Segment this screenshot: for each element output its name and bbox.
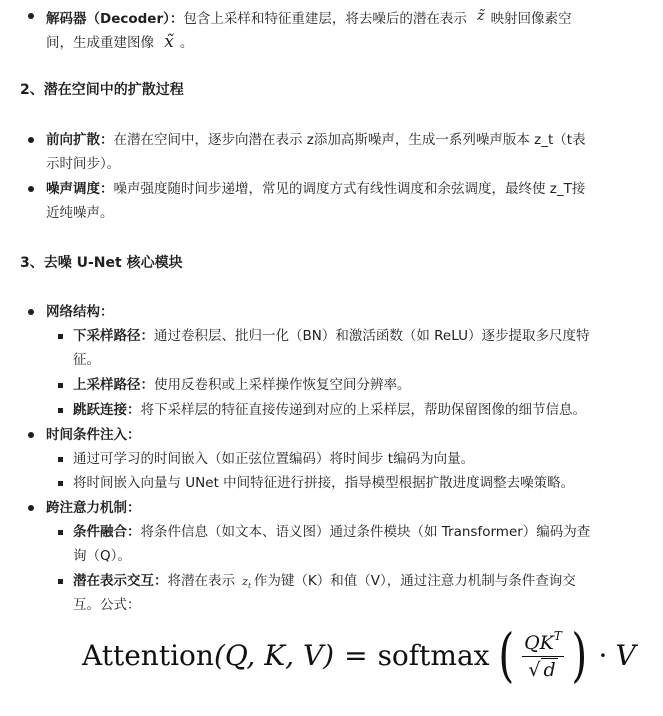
network-structure-label-text: 网络结构：: [46, 304, 114, 320]
section-3-heading: 3、去噪 U-Net 核心模块: [20, 255, 183, 271]
formula-left-paren: (: [498, 621, 515, 689]
bullet: [28, 137, 34, 143]
forward-diffusion-label: 前向扩散：: [46, 132, 114, 148]
formula-numerator-sup: T: [553, 629, 562, 643]
bullet: [28, 186, 34, 192]
decoder-text-a: 包含上采样和特征重建层，将去噪后的潜在表示: [183, 11, 467, 27]
formula-dot: ·: [598, 638, 608, 672]
decoder-line2: 间，生成重建图像: [46, 35, 154, 51]
decoder-symbol-x-tilde: x̃: [164, 32, 174, 52]
latent-interaction-text-b: 作为键（K）和值（V），通过注意力机制与条件查询交: [253, 573, 576, 589]
time-condition-label-text: 时间条件注入：: [46, 427, 141, 443]
formula-lhs: Attention: [82, 638, 214, 672]
upsample-line: [73, 374, 411, 396]
sub-bullet: [58, 408, 63, 413]
downsample-label: 下采样路径：: [73, 328, 154, 344]
network-structure-label: [46, 301, 114, 323]
downsample-line-1: [73, 325, 589, 347]
time-embedding-line: 通过可学习的时间嵌入（如正弦位置编码）将时间步 t编码为向量。: [73, 451, 475, 467]
upsample-text: 使用反卷积或上采样操作恢复空间分辨率。: [154, 377, 411, 393]
latent-interaction-line-1: [73, 570, 576, 592]
latent-interaction-line-2: 互。公式：: [73, 597, 141, 613]
sub-bullet: [58, 383, 63, 388]
latent-symbol-sub: t: [248, 582, 251, 591]
formula-numerator: [522, 629, 564, 657]
attention-formula: [82, 622, 636, 688]
formula-softmax: softmax: [377, 638, 490, 672]
forward-diffusion-line-1: [46, 129, 586, 151]
formula-fraction: [522, 629, 564, 681]
forward-diffusion-text: 在潜在空间中，逐步向潜在表示 z添加高斯噪声，生成一系列噪声版本 z_t（t表: [113, 132, 586, 148]
noise-schedule-label: 噪声调度：: [46, 181, 114, 197]
noise-schedule-text: 噪声强度随时间步递增，常见的调度方式有线性调度和余弦调度，最终使 z_T接: [113, 181, 586, 197]
section-2-heading: 2、潜在空间中的扩散过程: [20, 82, 184, 98]
noise-schedule-line-2: 近纯噪声。: [46, 205, 114, 221]
sub-bullet: [58, 579, 63, 584]
sub-bullet: [58, 530, 63, 535]
forward-diffusion-line-2: 示时间步）。: [46, 156, 121, 172]
formula-args: (Q, K, V): [213, 638, 335, 672]
noise-schedule-line-1: [46, 178, 585, 200]
bullet: [28, 505, 34, 511]
formula-equals: =: [344, 638, 368, 672]
cross-attention-label: [46, 497, 141, 519]
skip-connection-line: [73, 399, 586, 421]
condition-fusion-line-1: [73, 521, 590, 543]
decoder-line-2: [46, 31, 193, 53]
sub-bullet: [58, 334, 63, 339]
cross-attention-label-text: 跨注意力机制：: [46, 500, 141, 516]
formula-numerator-text: QK: [524, 632, 554, 654]
bullet: [28, 432, 34, 438]
upsample-label: 上采样路径：: [73, 377, 154, 393]
condition-fusion-line-2: 询（Q）。: [73, 548, 131, 564]
bullet: [28, 13, 34, 19]
formula-denominator-d: d: [543, 659, 556, 681]
decoder-label: 解码器（Decoder）：: [46, 11, 184, 27]
latent-symbol-z: z: [242, 575, 249, 588]
time-concat-line: 将时间嵌入向量与 UNet 中间特征进行拼接，指导模型根据扩散进度调整去噪策略。: [73, 475, 575, 491]
decoder-symbol-z-tilde: z̃: [477, 8, 485, 24]
decoder-text-b: 映射回像素空: [490, 11, 572, 27]
latent-interaction-text-a: 将潜在表示: [167, 573, 235, 589]
formula-right-paren: ): [571, 621, 588, 689]
skip-connection-label: 跳跃连接：: [73, 402, 141, 418]
formula-denominator: √ d: [528, 659, 556, 681]
condition-fusion-text: 将条件信息（如文本、语义图）通过条件模块（如 Transformer）编码为查: [140, 524, 591, 540]
sub-bullet: [58, 457, 63, 462]
decoder-period: 。: [179, 35, 194, 51]
sub-bullet: [58, 481, 63, 486]
latent-symbol: [242, 575, 251, 591]
bullet: [28, 309, 34, 315]
formula-rhs: V: [615, 638, 636, 672]
latent-interaction-label: 潜在表示交互：: [73, 573, 168, 589]
condition-fusion-label: 条件融合：: [73, 524, 141, 540]
skip-connection-text: 将下采样层的特征直接传递到对应的上采样层，帮助保留图像的细节信息。: [140, 402, 586, 418]
decoder-line-1: [46, 5, 572, 27]
downsample-text: 通过卷积层、批归一化（BN）和激活函数（如 ReLU）逐步提取多尺度特: [154, 328, 590, 344]
downsample-line-2: 征。: [73, 352, 100, 368]
time-condition-label: [46, 424, 141, 446]
